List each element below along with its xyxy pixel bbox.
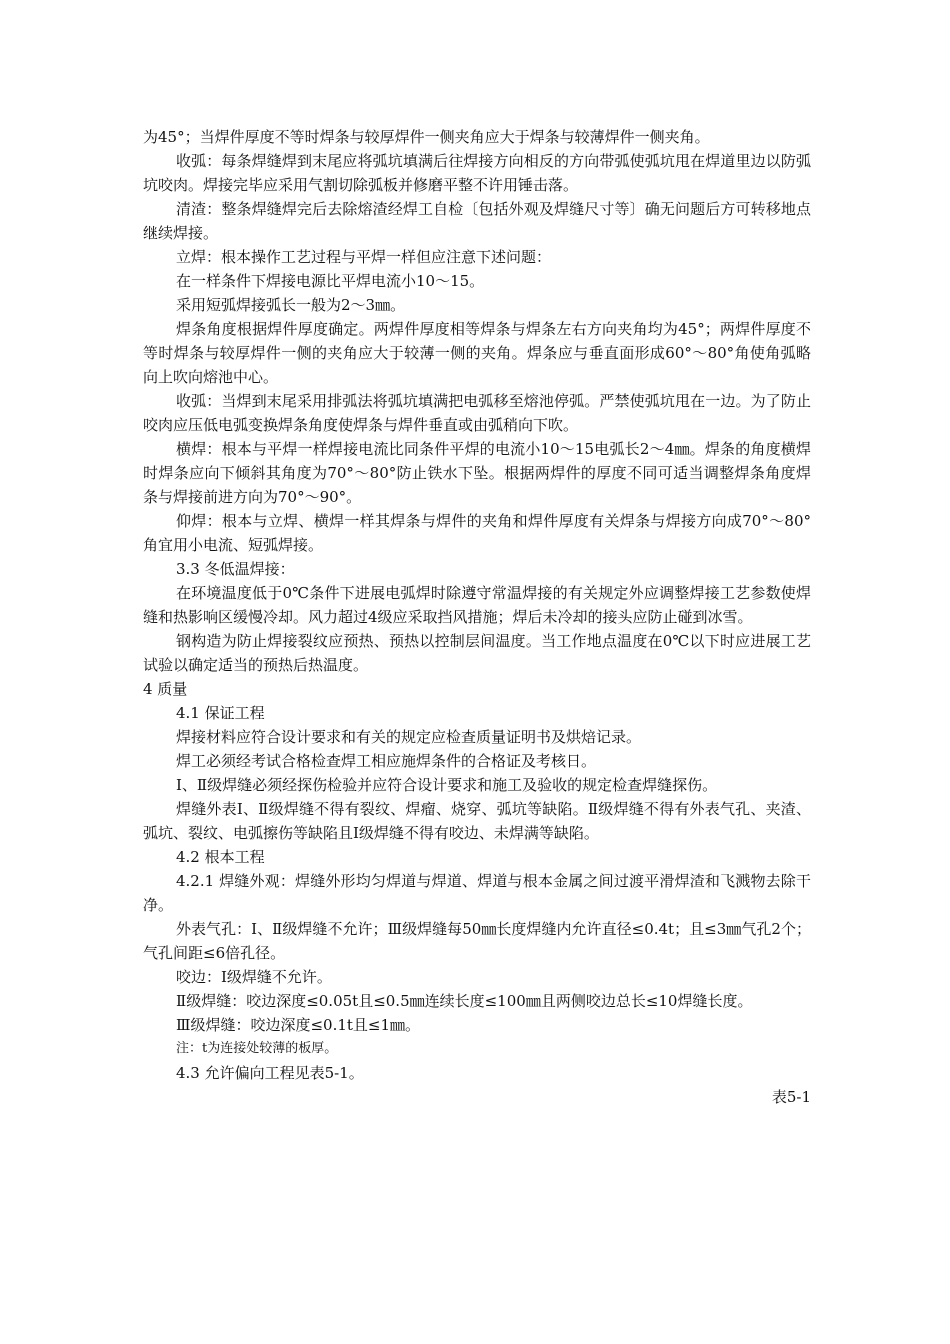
paragraph: 清渣：整条焊缝焊完后去除熔渣经焊工自检〔包括外观及焊缝尺寸等〕确无问题后方可转移地点继续焊接。 bbox=[143, 200, 811, 242]
note-text: 注：t为连接处较薄的板厚。 bbox=[176, 1041, 338, 1056]
paragraph: 在环境温度低于0℃条件下进展电弧焊时除遵守常温焊接的有关规定外应调整焊接工艺参数使焊缝和热影响区缓慢冷却。风力超过4级应采取挡风措施；焊后未冷却的接头应防止碰到冰雪。 bbox=[143, 584, 811, 626]
paragraph: 焊缝外表Ⅰ、Ⅱ级焊缝不得有裂纹、焊瘤、烧穿、弧坑等缺陷。Ⅱ级焊缝不得有外表气孔、夹渣、弧坑、裂纹、电弧擦伤等缺陷且Ⅰ级焊缝不得有咬边、未焊满等缺陷。 bbox=[143, 800, 811, 842]
paragraph: 咬边：Ⅰ级焊缝不允许。 bbox=[176, 968, 332, 986]
paragraph: 为45°；当焊件厚度不等时焊条与较厚焊件一侧夹角应大于焊条与较薄焊件一侧夹角。 bbox=[143, 128, 710, 146]
paragraph: Ⅰ、Ⅱ级焊缝必须经探伤检验并应符合设计要求和施工及验收的规定检查焊缝探伤。 bbox=[176, 776, 718, 794]
paragraph: 收弧：当焊到末尾采用排弧法将弧坑填满把电弧移至熔池停弧。严禁使弧坑甩在一边。为了防止咬肉应压低电弧变换焊条角度使焊条与焊件垂直或由弧稍向下吹。 bbox=[143, 392, 811, 434]
paragraph: 立焊：根本操作工艺过程与平焊一样但应注意下述问题： bbox=[176, 248, 552, 266]
paragraph: Ⅲ级焊缝：咬边深度≤0.1t且≤1㎜。 bbox=[176, 1016, 421, 1034]
paragraph: 3.3 冬低温焊接： bbox=[176, 560, 295, 578]
paragraph: Ⅱ级焊缝：咬边深度≤0.05t且≤0.5㎜连续长度≤100㎜且两侧咬边总长≤10焊缝长度。 bbox=[176, 992, 753, 1010]
table-caption: 表5-1 bbox=[771, 1088, 811, 1106]
paragraph: 焊工必须经考试合格检查焊工相应施焊条件的合格证及考核日。 bbox=[176, 752, 597, 770]
paragraph: 外表气孔：Ⅰ、Ⅱ级焊缝不允许；Ⅲ级焊缝每50㎜长度焊缝内允许直径≤0.4t；且≤3㎜气孔2个；气孔间距≤6倍孔径。 bbox=[143, 920, 811, 962]
paragraph: 4.2.1 焊缝外观：焊缝外形均匀焊道与焊道、焊道与根本金属之间过渡平滑焊渣和飞溅物去除干净。 bbox=[143, 872, 811, 914]
document-body bbox=[143, 125, 811, 1037]
paragraph: 钢构造为防止焊接裂纹应预热、预热以控制层间温度。当工作地点温度在0℃以下时应进展工艺试验以确定适当的预热后热温度。 bbox=[143, 632, 811, 674]
section-4-3-text: 4.3 允许偏向工程见表5-1。 bbox=[176, 1064, 364, 1082]
paragraph: 仰焊：根本与立焊、横焊一样其焊条与焊件的夹角和焊件厚度有关焊条与焊接方向成70°～80°角宜用小电流、短弧焊接。 bbox=[143, 512, 811, 554]
paragraph: 4.2 根本工程 bbox=[176, 848, 265, 866]
paragraph: 4 质量 bbox=[143, 680, 188, 698]
paragraph: 焊条角度根据焊件厚度确定。两焊件厚度相等焊条与焊条左右方向夹角均为45°；两焊件厚度不等时焊条与较厚焊件一侧的夹角应大于较薄一侧的夹角。焊条应与垂直面形成60°～80°角使角弧略向上吹向熔池中心。 bbox=[143, 320, 811, 386]
paragraph: 4.1 保证工程 bbox=[176, 704, 265, 722]
document-page bbox=[143, 125, 811, 1109]
paragraph: 在一样条件下焊接电源比平焊电流小10～15。 bbox=[176, 272, 485, 290]
paragraph: 焊接材料应符合设计要求和有关的规定应检查质量证明书及烘焙记录。 bbox=[176, 728, 642, 746]
paragraph: 收弧：每条焊缝焊到末尾应将弧坑填满后往焊接方向相反的方向带弧使弧坑甩在焊道里边以防弧坑咬肉。焊接完毕应采用气割切除弧板并修磨平整不许用锤击落。 bbox=[143, 152, 811, 194]
paragraph: 横焊：根本与平焊一样焊接电流比同条件平焊的电流小10～15电弧长2～4㎜。焊条的角度横焊时焊条应向下倾斜其角度为70°～80°防止铁水下坠。根据两焊件的厚度不同可适当调整焊条角度焊条与焊接前进方向为70°～90°。 bbox=[143, 440, 811, 506]
paragraph: 采用短弧焊接弧长一般为2～3㎜。 bbox=[176, 296, 406, 314]
